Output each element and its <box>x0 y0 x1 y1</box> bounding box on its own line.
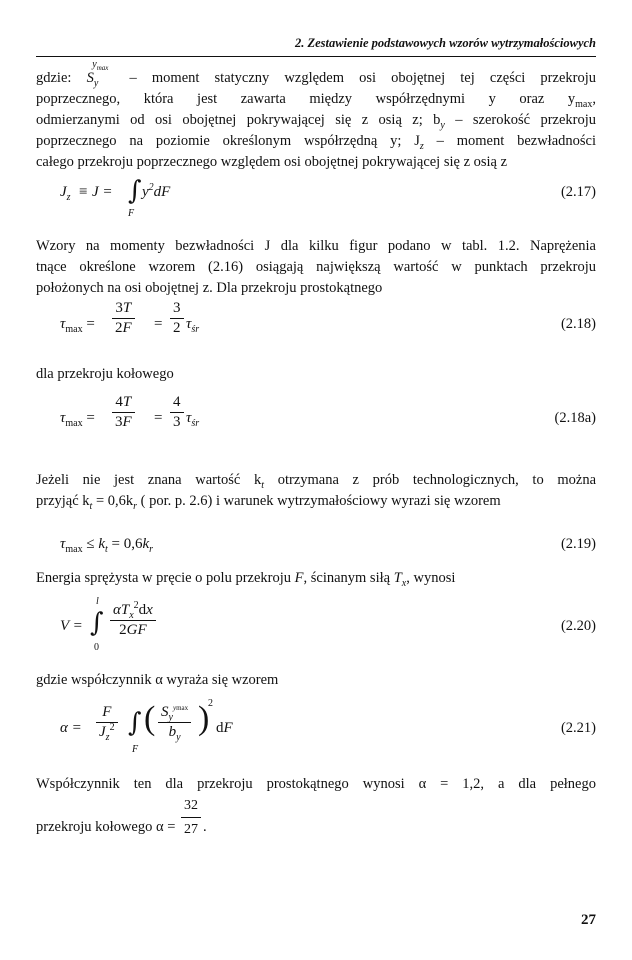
equation-2-17: $J_z \equiv J$ = ∫ F $y^2dF$ (2.17) <box>60 176 596 219</box>
header-rule <box>36 56 596 57</box>
paragraph-energy: Energia sprężysta w pręcie o polu przekroju F, ścinanym siłą $T_x$, wynosi <box>36 570 456 589</box>
equation-number: (2.19) <box>560 536 596 552</box>
paragraph-strength-condition: Jeżeli nie jest znana wartość $k_t$ otrzymana z prób technologicznych, to można przyjąć $k_t = 0,6k_r$ ( por. p. 2.6) i warunek wytrzymałościowy wyrazi się wzorem <box>36 472 597 512</box>
running-header: 2. Zestawienie podstawowych wzorów wytrzymałościowych <box>294 36 596 50</box>
paragraph-coefficient: gdzie współczynnik α wyraża się wzorem <box>36 672 279 688</box>
paragraph-definitions <box>36 59 597 173</box>
symbol-S-y-ymax: $S_y^{y_{max}}$ <box>86 59 109 89</box>
equation-2-20: V = l ∫ 0 $\alpha T_x^2dx$ 2GF (2.20) <box>60 596 596 653</box>
text-line-5: całego przekroju poprzecznego względem osi obojętnej pokrywającej się z osią z <box>36 154 508 170</box>
text-line-2: poprzecznego, która jest zawarta między współrzędnymi y oraz $y_{max}$, <box>36 91 596 110</box>
text-line-4: poprzecznego na poziomie określonym współrzędną y; $J_z$ – moment bezwładności <box>36 133 596 152</box>
equation-2-19: $\tau_{max} \le k_t = 0,6k_r$ (2.19) <box>60 536 596 555</box>
page-number: 27 <box>581 912 596 928</box>
paragraph-moments: Wzory na momenty bezwładności J dla kilku figur podano w tabl. 1.2. Naprężenia tnące określone wzorem (2.16) osiągają największą wartość w punktach przekroju położonych na osi obojętnej z. Dla przekroju prostokątnego <box>36 238 596 296</box>
equation-number: (2.21) <box>560 720 596 736</box>
equation-2-18: $\tau_{max}$ = $\frac{3T}{2F}$ = $\frac{3}{2}$ $\tau_{śr}$ (2.18) <box>60 300 596 336</box>
paragraph-result: Współczynnik ten dla przekroju prostokątnego wynosi α = 1,2, a dla pełnego przekroju kołowego α = $\frac{32}{27}$ . <box>36 776 596 837</box>
paragraph-circular: dla przekroju kołowego <box>36 366 174 382</box>
text-line-3: odmierzanymi od osi obojętnej pokrywającej się z osią z; $b_y$ – szerokość przekroju <box>36 112 597 131</box>
equation-number: (2.18) <box>560 316 596 332</box>
equation-number: (2.18a) <box>554 410 596 426</box>
text-moment-statyczny: – moment statyczny względem osi obojętnej tej części przekroju <box>114 70 596 86</box>
equation-2-21: α = $\frac{F}{J_z^2}$ ∫ F ( $S_y^{ymax}$ $b_y$ ) 2 dF (2.21) <box>60 698 596 755</box>
text-gdzie: gdzie: <box>36 70 87 86</box>
equation-number: (2.20) <box>560 618 596 634</box>
equation-number: (2.17) <box>560 184 596 200</box>
equation-2-18a: $\tau_{max}$ = $\frac{4T}{3F}$ = $\frac{4}{3}$ $\tau_{śr}$ (2.18a) <box>60 394 596 430</box>
